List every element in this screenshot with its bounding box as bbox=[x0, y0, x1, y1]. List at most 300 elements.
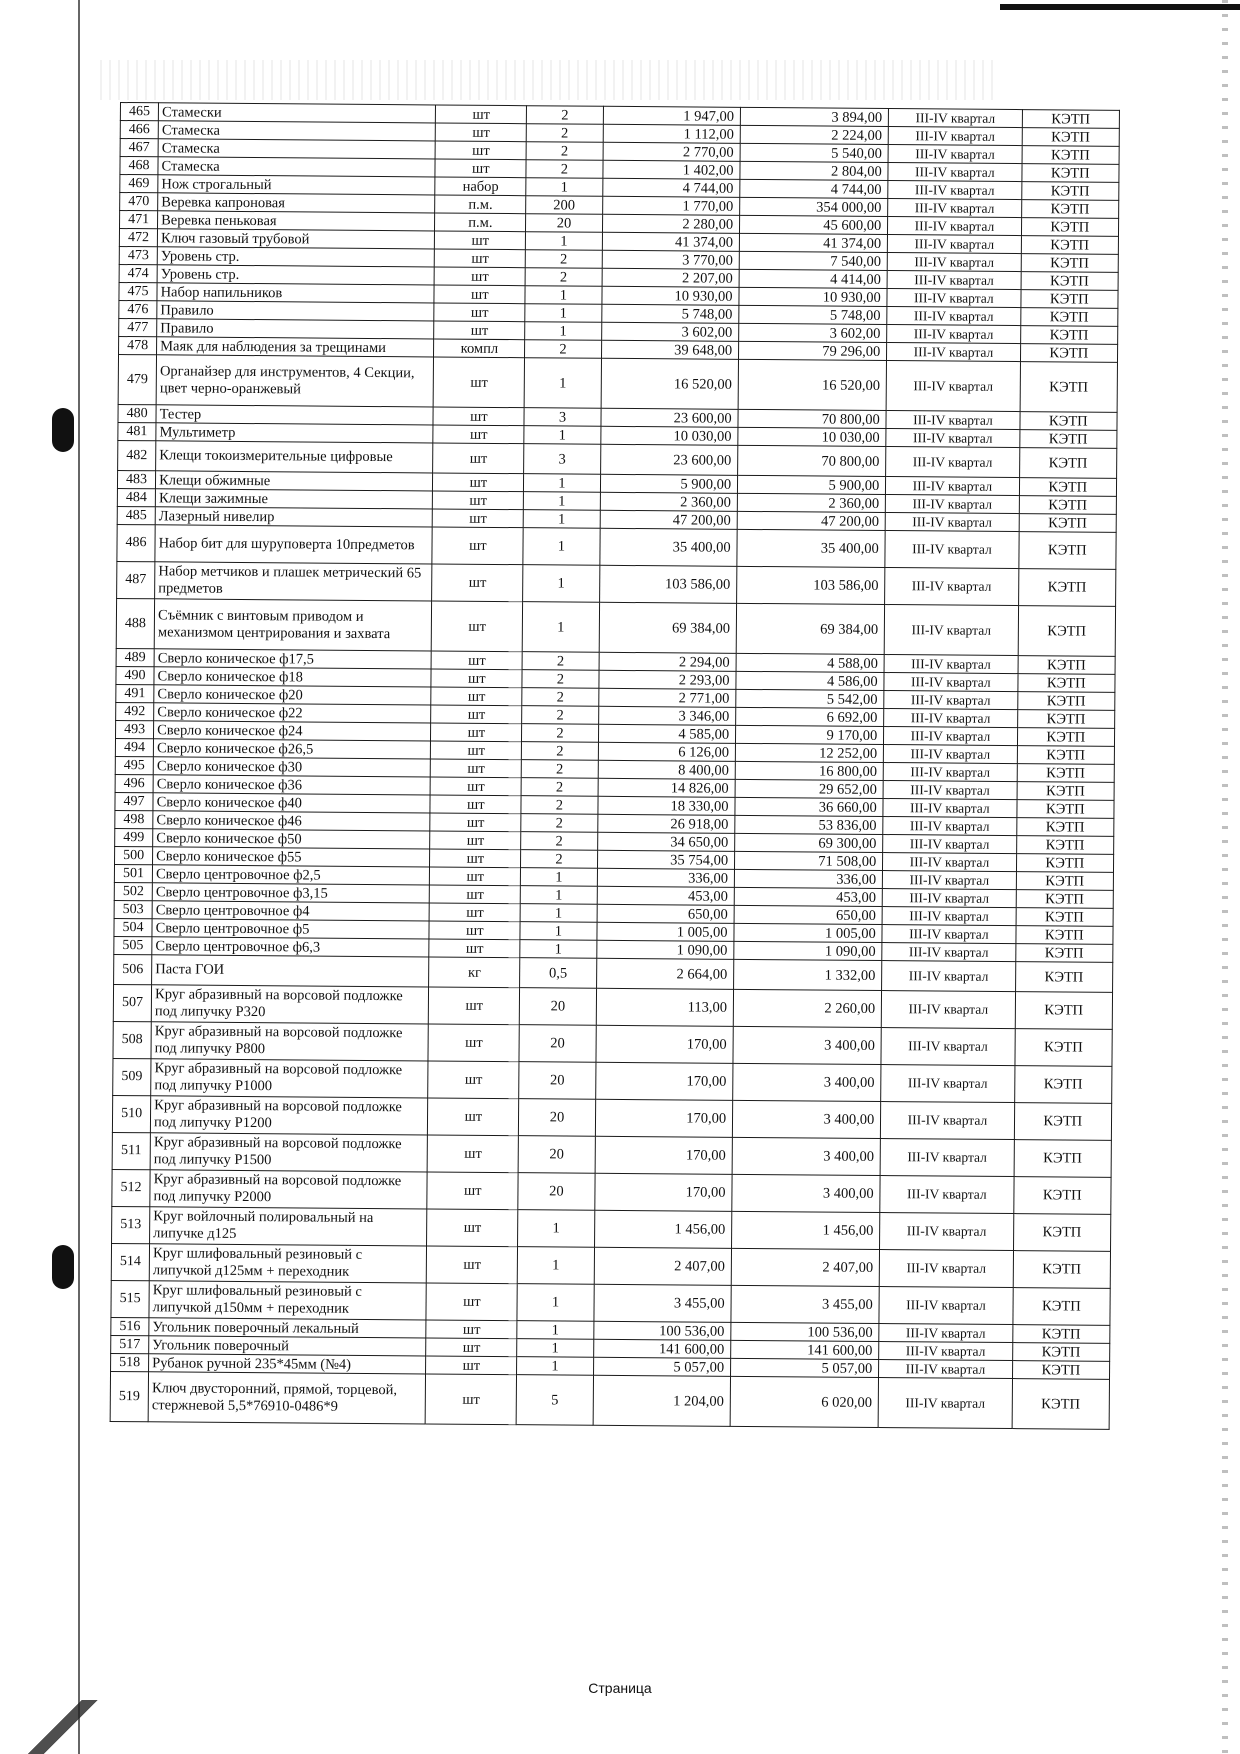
total-sum-cell: 4 586,00 bbox=[736, 671, 884, 690]
total-sum-cell: 5 540,00 bbox=[740, 143, 888, 162]
category-code-cell: КЭТП bbox=[1017, 746, 1115, 765]
unit-price-cell: 1 456,00 bbox=[594, 1210, 732, 1248]
unit-of-measure-cell: кг bbox=[429, 957, 520, 988]
total-sum-cell: 1 005,00 bbox=[734, 923, 882, 942]
item-name-cell: Сверло коническое ф18 bbox=[154, 667, 431, 687]
category-code-cell: КЭТП bbox=[1017, 782, 1115, 801]
row-number-cell: 485 bbox=[117, 506, 155, 524]
quantity-cell: 20 bbox=[520, 988, 596, 1026]
category-code-cell: КЭТП bbox=[1020, 362, 1118, 413]
unit-of-measure-cell: шт bbox=[433, 491, 524, 510]
delivery-quarter-cell: III-IV квартал bbox=[883, 781, 1016, 800]
item-name-cell: Сверло коническое ф20 bbox=[154, 685, 431, 705]
row-number-cell: 515 bbox=[111, 1280, 149, 1317]
scan-corner-artifact bbox=[0, 1700, 150, 1754]
total-sum-cell: 10 030,00 bbox=[738, 427, 886, 446]
row-number-cell: 491 bbox=[116, 684, 154, 702]
row-number-cell: 468 bbox=[120, 157, 158, 175]
row-number-cell: 483 bbox=[117, 470, 155, 488]
category-code-cell: КЭТП bbox=[1016, 818, 1114, 837]
quantity-cell: 1 bbox=[518, 1247, 594, 1285]
category-code-cell: КЭТП bbox=[1017, 710, 1115, 729]
quantity-cell: 5 bbox=[516, 1375, 593, 1426]
category-code-cell: КЭТП bbox=[1021, 200, 1119, 219]
page-edge-top bbox=[1000, 4, 1240, 10]
unit-of-measure-cell: шт bbox=[427, 1172, 518, 1210]
unit-of-measure-cell: шт bbox=[434, 267, 525, 286]
total-sum-cell: 45 600,00 bbox=[740, 215, 888, 234]
total-sum-cell: 5 900,00 bbox=[738, 475, 886, 494]
delivery-quarter-cell: III-IV квартал bbox=[888, 181, 1021, 200]
category-code-cell: КЭТП bbox=[1019, 496, 1117, 515]
table-row bbox=[118, 354, 1117, 412]
delivery-quarter-cell: III-IV квартал bbox=[887, 289, 1020, 308]
unit-of-measure-cell: шт bbox=[436, 105, 527, 124]
unit-of-measure-cell: шт bbox=[426, 1320, 517, 1339]
category-code-cell: КЭТП bbox=[1020, 412, 1118, 431]
unit-of-measure-cell: шт bbox=[425, 1374, 516, 1425]
unit-price-cell: 2 293,00 bbox=[598, 670, 736, 689]
unit-price-cell: 41 374,00 bbox=[602, 232, 740, 251]
delivery-quarter-cell: III-IV квартал bbox=[884, 691, 1017, 710]
quantity-cell: 2 bbox=[522, 688, 598, 707]
unit-price-cell: 3 602,00 bbox=[601, 322, 739, 341]
unit-price-cell: 10 030,00 bbox=[600, 426, 738, 445]
quantity-cell: 1 bbox=[524, 426, 600, 445]
delivery-quarter-cell: III-IV квартал bbox=[888, 217, 1021, 236]
quantity-cell: 1 bbox=[524, 510, 600, 529]
row-number-cell: 497 bbox=[115, 792, 153, 810]
quantity-cell: 2 bbox=[521, 814, 597, 833]
category-code-cell: КЭТП bbox=[1021, 236, 1119, 255]
delivery-quarter-cell: III-IV квартал bbox=[886, 447, 1020, 478]
unit-of-measure-cell: п.м. bbox=[435, 213, 526, 232]
category-code-cell: КЭТП bbox=[1019, 430, 1117, 449]
delivery-quarter-cell: III-IV квартал bbox=[882, 889, 1015, 908]
delivery-quarter-cell: III-IV квартал bbox=[880, 1139, 1014, 1177]
unit-price-cell: 1 402,00 bbox=[602, 160, 740, 179]
unit-price-cell: 2 407,00 bbox=[594, 1247, 732, 1285]
item-name-cell: Круг абразивный на ворсовой подложке под липучку Р1200 bbox=[150, 1096, 428, 1135]
unit-of-measure-cell: шт bbox=[429, 939, 520, 958]
delivery-quarter-cell: III-IV квартал bbox=[888, 145, 1021, 164]
punch-hole-icon bbox=[52, 1245, 74, 1289]
unit-price-cell: 35 400,00 bbox=[599, 528, 737, 566]
row-number-cell: 470 bbox=[120, 193, 158, 211]
item-name-cell: Съёмник с винтовым приводом и механизмом центрирования и захвата bbox=[154, 599, 432, 651]
unit-of-measure-cell: шт bbox=[435, 159, 526, 178]
quantity-cell: 200 bbox=[526, 196, 602, 215]
unit-of-measure-cell: шт bbox=[430, 777, 521, 796]
item-name-cell: Круг абразивный на ворсовой подложке под липучку Р2000 bbox=[150, 1170, 428, 1209]
item-name-cell: Круг абразивный на ворсовой подложке под липучку Р1500 bbox=[150, 1133, 428, 1172]
quantity-cell: 20 bbox=[519, 1062, 595, 1100]
delivery-quarter-cell: III-IV квартал bbox=[886, 477, 1019, 496]
item-name-cell: Сверло коническое ф55 bbox=[153, 847, 430, 867]
row-number-cell: 482 bbox=[118, 440, 156, 470]
item-name-cell: Сверло коническое ф36 bbox=[153, 775, 430, 795]
item-name-cell: Клещи зажимные bbox=[155, 489, 432, 509]
row-number-cell: 504 bbox=[114, 918, 152, 936]
row-number-cell: 517 bbox=[111, 1335, 149, 1353]
unit-of-measure-cell: шт bbox=[435, 141, 526, 160]
unit-of-measure-cell: шт bbox=[433, 443, 524, 474]
category-code-cell: КЭТП bbox=[1018, 606, 1116, 657]
item-name-cell: Рубанок ручной 235*45мм (№4) bbox=[149, 1354, 426, 1374]
item-name-cell: Веревка пеньковая bbox=[158, 211, 435, 231]
scan-edge-right bbox=[1222, 0, 1228, 1754]
unit-of-measure-cell: шт bbox=[430, 831, 521, 850]
unit-price-cell: 39 648,00 bbox=[601, 340, 739, 359]
category-code-cell: КЭТП bbox=[1013, 1214, 1111, 1252]
total-sum-cell: 69 384,00 bbox=[736, 603, 885, 654]
row-number-cell: 512 bbox=[112, 1169, 150, 1206]
category-code-cell: КЭТП bbox=[1016, 908, 1114, 927]
quantity-cell: 1 bbox=[517, 1339, 593, 1358]
quantity-cell: 2 bbox=[526, 142, 602, 161]
row-number-cell: 475 bbox=[119, 282, 157, 300]
row-number-cell: 492 bbox=[116, 702, 154, 720]
category-code-cell: КЭТП bbox=[1021, 272, 1119, 291]
unit-price-cell: 2 771,00 bbox=[598, 688, 736, 707]
delivery-quarter-cell: III-IV квартал bbox=[884, 673, 1017, 692]
row-number-cell: 519 bbox=[110, 1371, 148, 1421]
quantity-cell: 1 bbox=[524, 492, 600, 511]
quantity-cell: 1 bbox=[526, 232, 602, 251]
delivery-quarter-cell: III-IV квартал bbox=[886, 361, 1020, 412]
item-name-cell: Набор метчиков и плашек метрический 65 предметов bbox=[155, 562, 433, 601]
unit-of-measure-cell: шт bbox=[435, 231, 526, 250]
quantity-cell: 2 bbox=[521, 832, 597, 851]
item-name-cell: Сверло центровочное ф5 bbox=[152, 919, 429, 939]
category-code-cell: КЭТП bbox=[1013, 1288, 1111, 1326]
delivery-quarter-cell: III-IV квартал bbox=[882, 925, 1015, 944]
unit-price-cell: 453,00 bbox=[597, 886, 735, 905]
row-number-cell: 477 bbox=[119, 318, 157, 336]
unit-of-measure-cell: шт bbox=[431, 705, 522, 724]
delivery-quarter-cell: III-IV квартал bbox=[888, 199, 1021, 218]
row-number-cell: 466 bbox=[120, 121, 158, 139]
item-name-cell: Стамески bbox=[158, 103, 435, 123]
quantity-cell: 20 bbox=[518, 1173, 594, 1211]
item-name-cell: Набор бит для шуруповерта 10предметов bbox=[155, 525, 433, 564]
delivery-quarter-cell: III-IV квартал bbox=[879, 1287, 1013, 1325]
unit-of-measure-cell: п.м. bbox=[435, 195, 526, 214]
unit-price-cell: 2 664,00 bbox=[596, 958, 734, 989]
category-code-cell: КЭТП bbox=[1022, 128, 1120, 147]
quantity-cell: 0,5 bbox=[520, 958, 596, 989]
row-number-cell: 476 bbox=[119, 300, 157, 318]
total-sum-cell: 53 836,00 bbox=[735, 815, 883, 834]
row-number-cell: 472 bbox=[119, 229, 157, 247]
item-name-cell: Сверло коническое ф24 bbox=[154, 721, 431, 741]
unit-of-measure-cell: шт bbox=[426, 1283, 517, 1321]
row-number-cell: 480 bbox=[118, 404, 156, 422]
row-number-cell: 479 bbox=[118, 354, 156, 404]
category-code-cell: КЭТП bbox=[1020, 344, 1118, 363]
total-sum-cell: 1 332,00 bbox=[734, 959, 882, 990]
category-code-cell: КЭТП bbox=[1016, 890, 1114, 909]
total-sum-cell: 5 542,00 bbox=[736, 689, 884, 708]
page-footer-label: Страница bbox=[588, 1680, 652, 1696]
category-code-cell: КЭТП bbox=[1019, 514, 1117, 533]
quantity-cell: 2 bbox=[526, 250, 602, 269]
unit-price-cell: 2 360,00 bbox=[600, 492, 738, 511]
unit-of-measure-cell: шт bbox=[434, 285, 525, 304]
quantity-cell: 1 bbox=[520, 940, 596, 959]
item-name-cell: Нож строгальный bbox=[158, 175, 435, 195]
unit-price-cell: 113,00 bbox=[596, 988, 734, 1026]
row-number-cell: 493 bbox=[116, 720, 154, 738]
unit-of-measure-cell: шт bbox=[431, 741, 522, 760]
unit-of-measure-cell: шт bbox=[430, 849, 521, 868]
total-sum-cell: 3 400,00 bbox=[733, 1063, 881, 1101]
item-name-cell: Сверло коническое ф30 bbox=[153, 757, 430, 777]
delivery-quarter-cell: III-IV квартал bbox=[878, 1377, 1012, 1428]
unit-price-cell: 170,00 bbox=[595, 1062, 733, 1100]
unit-price-cell: 141 600,00 bbox=[593, 1339, 731, 1358]
quantity-cell: 20 bbox=[518, 1136, 594, 1174]
unit-price-cell: 1 090,00 bbox=[596, 940, 734, 959]
quantity-cell: 1 bbox=[521, 886, 597, 905]
unit-of-measure-cell: шт bbox=[433, 473, 524, 492]
quantity-cell: 1 bbox=[524, 474, 600, 493]
unit-of-measure-cell: шт bbox=[436, 123, 527, 142]
unit-of-measure-cell: шт bbox=[432, 527, 523, 565]
row-number-cell: 518 bbox=[111, 1353, 149, 1371]
delivery-quarter-cell: III-IV квартал bbox=[883, 853, 1016, 872]
unit-of-measure-cell: набор bbox=[435, 177, 526, 196]
unit-price-cell: 34 650,00 bbox=[597, 832, 735, 851]
unit-price-cell: 1 005,00 bbox=[596, 922, 734, 941]
unit-of-measure-cell: шт bbox=[430, 813, 521, 832]
total-sum-cell: 29 652,00 bbox=[735, 779, 883, 798]
delivery-quarter-cell: III-IV квартал bbox=[884, 655, 1017, 674]
category-code-cell: КЭТП bbox=[1015, 1029, 1113, 1067]
total-sum-cell: 36 660,00 bbox=[735, 797, 883, 816]
total-sum-cell: 3 455,00 bbox=[731, 1285, 879, 1323]
row-number-cell: 511 bbox=[112, 1132, 150, 1169]
unit-price-cell: 4 744,00 bbox=[602, 178, 740, 197]
total-sum-cell: 70 800,00 bbox=[738, 445, 886, 476]
delivery-quarter-cell: III-IV квартал bbox=[883, 871, 1016, 890]
category-code-cell: КЭТП bbox=[1020, 326, 1118, 345]
quantity-cell: 2 bbox=[522, 652, 598, 671]
unit-of-measure-cell: шт bbox=[428, 1061, 519, 1099]
total-sum-cell: 3 894,00 bbox=[740, 107, 888, 126]
row-number-cell: 509 bbox=[113, 1058, 151, 1095]
quantity-cell: 20 bbox=[519, 1099, 595, 1137]
row-number-cell: 478 bbox=[119, 336, 157, 354]
total-sum-cell: 12 252,00 bbox=[735, 743, 883, 762]
total-sum-cell: 5 748,00 bbox=[739, 305, 887, 324]
row-number-cell: 489 bbox=[116, 648, 154, 666]
unit-price-cell: 2 770,00 bbox=[603, 142, 741, 161]
quantity-cell: 2 bbox=[527, 124, 603, 143]
row-number-cell: 490 bbox=[116, 666, 154, 684]
total-sum-cell: 141 600,00 bbox=[731, 1340, 879, 1359]
row-number-cell: 486 bbox=[117, 524, 155, 561]
unit-price-cell: 1 112,00 bbox=[603, 124, 741, 143]
item-name-cell: Набор напильников bbox=[157, 283, 434, 303]
item-name-cell: Сверло центровочное ф6,3 bbox=[152, 937, 429, 957]
total-sum-cell: 1 090,00 bbox=[734, 941, 882, 960]
total-sum-cell: 5 057,00 bbox=[731, 1358, 879, 1377]
category-code-cell: КЭТП bbox=[1018, 656, 1116, 675]
item-name-cell: Мультиметр bbox=[156, 423, 433, 443]
delivery-quarter-cell: III-IV квартал bbox=[887, 325, 1020, 344]
row-number-cell: 502 bbox=[114, 882, 152, 900]
item-name-cell: Клещи обжимные bbox=[156, 471, 433, 491]
unit-of-measure-cell: шт bbox=[431, 651, 522, 670]
unit-of-measure-cell: шт bbox=[431, 687, 522, 706]
item-name-cell: Уровень стр. bbox=[157, 247, 434, 267]
unit-price-cell: 170,00 bbox=[594, 1173, 732, 1211]
quantity-cell: 1 bbox=[525, 304, 601, 323]
row-number-cell: 498 bbox=[115, 810, 153, 828]
quantity-cell: 2 bbox=[521, 796, 597, 815]
unit-price-cell: 5 057,00 bbox=[593, 1357, 731, 1376]
quantity-cell: 2 bbox=[527, 106, 603, 125]
delivery-quarter-cell: III-IV квартал bbox=[887, 307, 1020, 326]
row-number-cell: 471 bbox=[120, 211, 158, 229]
category-code-cell: КЭТП bbox=[1012, 1361, 1110, 1380]
category-code-cell: КЭТП bbox=[1016, 800, 1114, 819]
total-sum-cell: 4 588,00 bbox=[736, 653, 884, 672]
quantity-cell: 1 bbox=[524, 358, 601, 409]
item-name-cell: Органайзер для инструментов, 4 Секции, цвет черно-оранжевый bbox=[156, 355, 434, 407]
category-code-cell: КЭТП bbox=[1017, 674, 1115, 693]
unit-of-measure-cell: шт bbox=[433, 357, 524, 408]
item-name-cell: Сверло центровочное ф4 bbox=[152, 901, 429, 921]
unit-of-measure-cell: шт bbox=[432, 601, 523, 652]
delivery-quarter-cell: III-IV квартал bbox=[882, 961, 1016, 992]
unit-of-measure-cell: шт bbox=[429, 903, 520, 922]
items-table-body bbox=[110, 103, 1119, 1430]
item-name-cell: Уровень стр. bbox=[157, 265, 434, 285]
total-sum-cell: 16 520,00 bbox=[738, 359, 887, 410]
delivery-quarter-cell: III-IV квартал bbox=[883, 799, 1016, 818]
delivery-quarter-cell: III-IV квартал bbox=[884, 727, 1017, 746]
category-code-cell: КЭТП bbox=[1013, 1177, 1111, 1215]
row-number-cell: 496 bbox=[115, 774, 153, 792]
delivery-quarter-cell: III-IV квартал bbox=[882, 991, 1016, 1029]
total-sum-cell: 6 020,00 bbox=[730, 1376, 879, 1427]
row-number-cell: 488 bbox=[116, 598, 154, 648]
item-name-cell: Сверло коническое ф22 bbox=[154, 703, 431, 723]
row-number-cell: 510 bbox=[112, 1095, 150, 1132]
item-name-cell: Клещи токоизмерительные цифровые bbox=[156, 441, 433, 473]
item-name-cell: Ключ двусторонний, прямой, торцевой, стержневой 5,5*76910-0486*9 bbox=[148, 1372, 426, 1424]
quantity-cell: 1 bbox=[521, 868, 597, 887]
quantity-cell: 2 bbox=[525, 268, 601, 287]
total-sum-cell: 6 692,00 bbox=[736, 707, 884, 726]
delivery-quarter-cell: III-IV квартал bbox=[888, 127, 1021, 146]
unit-of-measure-cell: шт bbox=[427, 1246, 518, 1284]
item-name-cell: Сверло коническое ф26,5 bbox=[153, 739, 430, 759]
item-name-cell: Маяк для наблюдения за трещинами bbox=[157, 337, 434, 357]
unit-of-measure-cell: шт bbox=[433, 509, 524, 528]
unit-price-cell: 170,00 bbox=[596, 1025, 734, 1063]
delivery-quarter-cell: III-IV квартал bbox=[884, 745, 1017, 764]
delivery-quarter-cell: III-IV квартал bbox=[886, 429, 1019, 448]
delivery-quarter-cell: III-IV квартал bbox=[880, 1213, 1014, 1251]
unit-of-measure-cell: шт bbox=[430, 795, 521, 814]
total-sum-cell: 10 930,00 bbox=[739, 287, 887, 306]
unit-of-measure-cell: шт bbox=[428, 1098, 519, 1136]
quantity-cell: 1 bbox=[518, 1210, 594, 1248]
unit-price-cell: 1 947,00 bbox=[603, 106, 741, 125]
unit-of-measure-cell: шт bbox=[426, 1338, 517, 1357]
quantity-cell: 2 bbox=[526, 160, 602, 179]
item-name-cell: Тестер bbox=[156, 405, 433, 425]
row-number-cell: 465 bbox=[120, 103, 158, 121]
quantity-cell: 1 bbox=[517, 1321, 593, 1340]
total-sum-cell: 3 602,00 bbox=[739, 323, 887, 342]
total-sum-cell: 71 508,00 bbox=[735, 851, 883, 870]
delivery-quarter-cell: III-IV квартал bbox=[888, 163, 1021, 182]
table-row bbox=[110, 1371, 1109, 1429]
unit-of-measure-cell: шт bbox=[427, 1135, 518, 1173]
category-code-cell: КЭТП bbox=[1015, 944, 1113, 963]
category-code-cell: КЭТП bbox=[1020, 290, 1118, 309]
row-number-cell: 495 bbox=[115, 756, 153, 774]
category-code-cell: КЭТП bbox=[1018, 532, 1116, 570]
unit-price-cell: 69 384,00 bbox=[599, 602, 737, 653]
unit-of-measure-cell: шт bbox=[428, 1024, 519, 1062]
unit-price-cell: 2 280,00 bbox=[602, 214, 740, 233]
total-sum-cell: 3 400,00 bbox=[732, 1137, 880, 1175]
unit-of-measure-cell: шт bbox=[426, 1356, 517, 1375]
unit-price-cell: 1 770,00 bbox=[602, 196, 740, 215]
unit-price-cell: 10 930,00 bbox=[601, 286, 739, 305]
item-name-cell: Стамеска bbox=[158, 157, 435, 177]
quantity-cell: 1 bbox=[526, 178, 602, 197]
unit-price-cell: 14 826,00 bbox=[598, 778, 736, 797]
item-name-cell: Паста ГОИ bbox=[152, 955, 429, 987]
delivery-quarter-cell: III-IV квартал bbox=[886, 495, 1019, 514]
item-name-cell: Лазерный нивелир bbox=[155, 507, 432, 527]
total-sum-cell: 354 000,00 bbox=[740, 197, 888, 216]
category-code-cell: КЭТП bbox=[1012, 1343, 1110, 1362]
quantity-cell: 2 bbox=[525, 340, 601, 359]
delivery-quarter-cell: III-IV квартал bbox=[887, 343, 1020, 362]
category-code-cell: КЭТП bbox=[1019, 448, 1117, 479]
total-sum-cell: 3 400,00 bbox=[732, 1174, 880, 1212]
category-code-cell: КЭТП bbox=[1021, 182, 1119, 201]
item-name-cell: Сверло коническое ф46 bbox=[153, 811, 430, 831]
unit-price-cell: 170,00 bbox=[595, 1099, 733, 1137]
unit-price-cell: 2 294,00 bbox=[599, 652, 737, 671]
category-code-cell: КЭТП bbox=[1017, 728, 1115, 747]
category-code-cell: КЭТП bbox=[1016, 836, 1114, 855]
unit-price-cell: 6 126,00 bbox=[598, 742, 736, 761]
total-sum-cell: 2 224,00 bbox=[740, 125, 888, 144]
row-number-cell: 494 bbox=[115, 738, 153, 756]
quantity-cell: 1 bbox=[520, 922, 596, 941]
quantity-cell: 1 bbox=[517, 1357, 593, 1376]
item-name-cell: Веревка капроновая bbox=[158, 193, 435, 213]
total-sum-cell: 69 300,00 bbox=[735, 833, 883, 852]
delivery-quarter-cell: III-IV квартал bbox=[885, 513, 1018, 532]
delivery-quarter-cell: III-IV квартал bbox=[887, 253, 1020, 272]
unit-price-cell: 100 536,00 bbox=[593, 1321, 731, 1340]
quantity-cell: 1 bbox=[523, 528, 599, 566]
item-name-cell: Круг войлочный полировальный на липучке д125 bbox=[150, 1207, 428, 1246]
delivery-quarter-cell: III-IV квартал bbox=[883, 763, 1016, 782]
total-sum-cell: 16 800,00 bbox=[735, 761, 883, 780]
delivery-quarter-cell: III-IV квартал bbox=[889, 109, 1022, 128]
